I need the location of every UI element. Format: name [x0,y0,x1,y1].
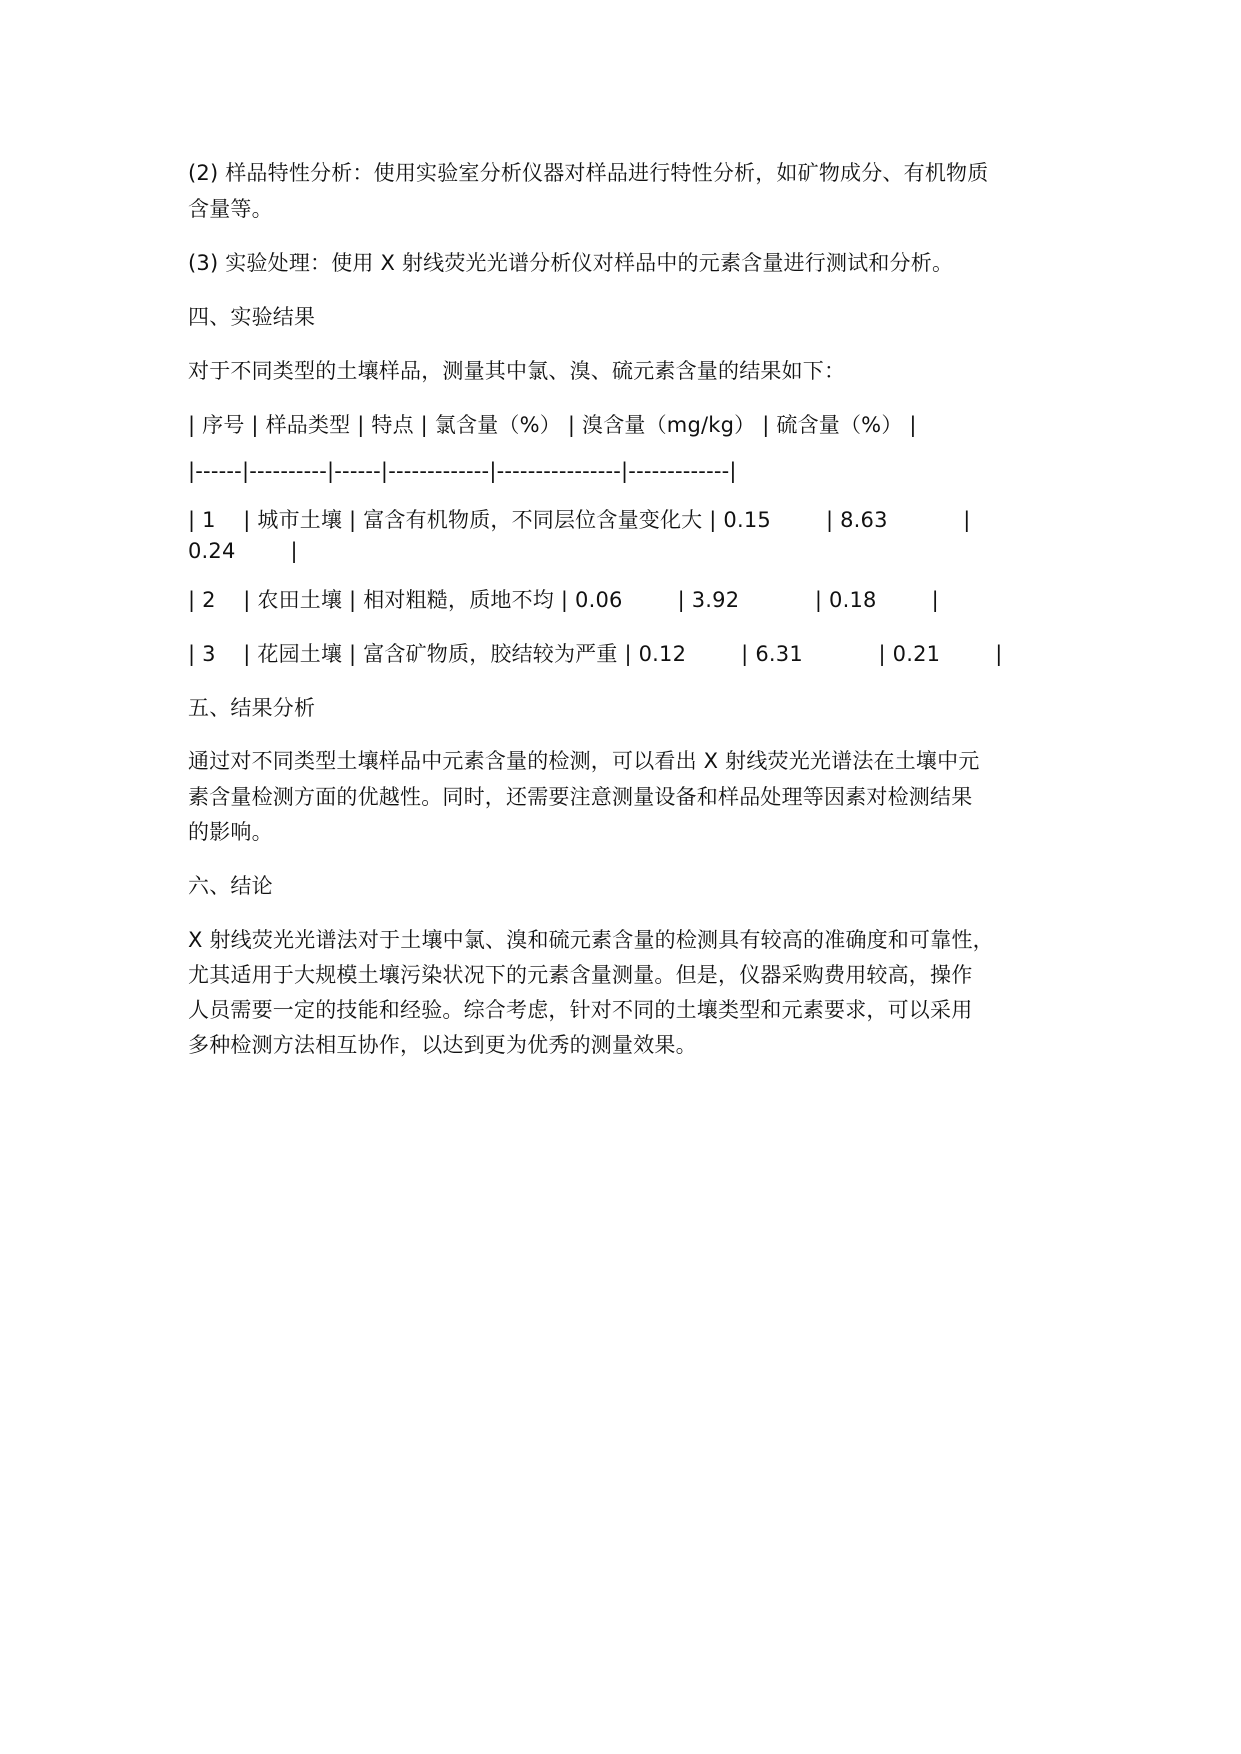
conclusion-line-2: 尤其适用于大规模土壤污染状况下的元素含量测量。但是，仪器采购费用较高，操作 [188,963,973,987]
table-row-2: | 2 | 农田土壤 | 相对粗糙，质地不均 | 0.06 | 3.92 | 0.18 | [188,588,939,612]
table-header-row: | 序号 | 样品类型 | 特点 | 氯含量（%） | 溴含量（mg/kg） | 硫含量（%） | [188,413,917,437]
section-2-line-2: 含量等。 [188,197,273,221]
results-intro: 对于不同类型的土壤样品，测量其中氯、溴、硫元素含量的结果如下： [188,359,846,383]
conclusion-line-1: X 射线荧光光谱法对于土壤中氯、溴和硫元素含量的检测具有较高的准确度和可靠性， [188,928,994,952]
heading-conclusion: 六、结论 [188,874,273,898]
analysis-line-1: 通过对不同类型土壤样品中元素含量的检测，可以看出 X 射线荧光光谱法在土壤中元 [188,749,980,773]
section-2-line-1: (2) 样品特性分析：使用实验室分析仪器对样品进行特性分析，如矿物成分、有机物质 [188,161,989,185]
heading-results: 四、实验结果 [188,305,316,329]
table-row-1-line-1: | 1 | 城市土壤 | 富含有机物质，不同层位含量变化大 | 0.15 | 8.63 | [188,508,971,532]
table-row-1-line-2: 0.24 | [188,539,298,563]
table-row-3: | 3 | 花园土壤 | 富含矿物质，胶结较为严重 | 0.12 | 6.31 | 0.21 | [188,642,1003,666]
section-3-line: (3) 实验处理：使用 X 射线荧光光谱分析仪对样品中的元素含量进行测试和分析。 [188,251,954,275]
conclusion-line-4: 多种检测方法相互协作，以达到更为优秀的测量效果。 [188,1033,697,1057]
conclusion-line-3: 人员需要一定的技能和经验。综合考虑，针对不同的土壤类型和元素要求，可以采用 [188,998,973,1022]
table-separator-row: |------|----------|------|-------------|----------------|-------------| [188,459,737,483]
heading-analysis: 五、结果分析 [188,696,316,720]
analysis-line-3: 的影响。 [188,820,273,844]
analysis-line-2: 素含量检测方面的优越性。同时，还需要注意测量设备和样品处理等因素对检测结果 [188,785,973,809]
